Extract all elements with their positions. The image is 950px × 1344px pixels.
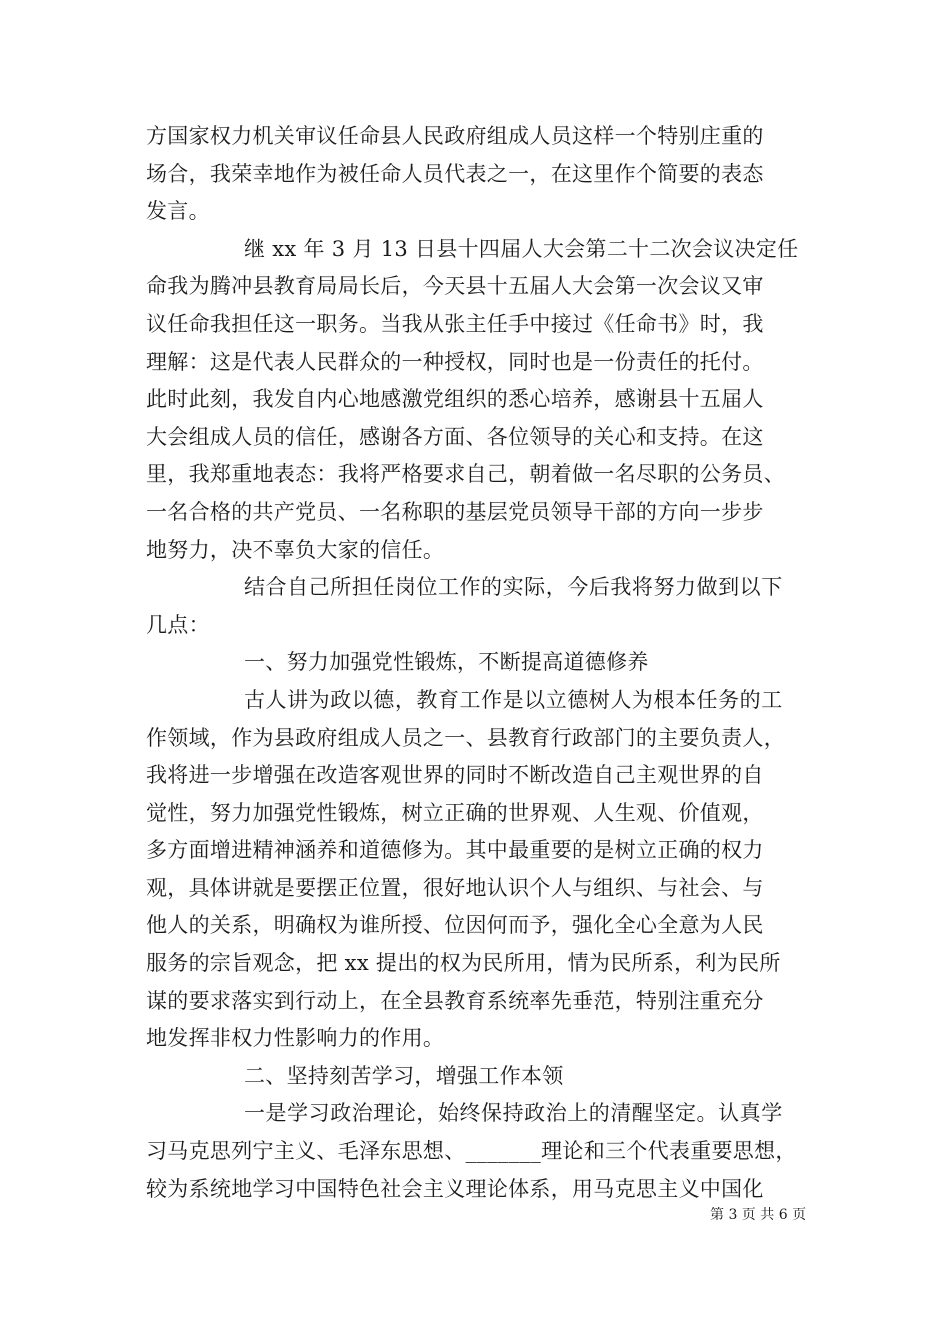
text-line: 此时此刻，我发自内心地感激党组织的悉心培养，感谢县十五届人: [146, 387, 764, 412]
text-line: 观，具体讲就是要摆正位置，很好地认识个人与组织、与社会、与: [146, 875, 764, 900]
section-heading-1: 一、努力加强党性锻炼，不断提高道德修养: [244, 650, 649, 675]
paragraph-first-line: 结合自己所担任岗位工作的实际，今后我将努力做到以下: [244, 575, 783, 600]
text-line: 觉性，努力加强党性锻炼，树立正确的世界观、人生观、价值观，: [146, 800, 764, 825]
text-line: 命我为腾冲县教育局局长后，今天县十五届人大会第一次会议又审: [146, 274, 764, 299]
paragraph-first-line: 一是学习政治理论，始终保持政治上的清醒坚定。认真学: [244, 1101, 783, 1126]
text-line: 发言。: [146, 199, 210, 224]
text-line: 大会组成人员的信任，感谢各方面、各位领导的关心和支持。在这: [146, 424, 764, 449]
text-line: 我将进一步增强在改造客观世界的同时不断改造自己主观世界的自: [146, 763, 764, 788]
text-line: 地努力，决不辜负大家的信任。: [146, 537, 445, 562]
document-body: [146, 118, 818, 1208]
text-line: 作领域，作为县政府组成人员之一、县教育行政部门的主要负责人，: [146, 725, 785, 750]
text-line: 方国家权力机关审议任命县人民政府组成人员这样一个特别庄重的: [146, 124, 764, 148]
text-line: 多方面增进精神涵养和道德修为。其中最重要的是树立正确的权力: [146, 838, 764, 863]
page-number-footer: 第 3 页 共 6 页: [710, 1207, 807, 1223]
text-line: 地发挥非权力性影响力的作用。: [146, 1026, 445, 1051]
paragraph-first-line: 古人讲为政以德，教育工作是以立德树人为根本任务的工: [244, 687, 783, 712]
text-line: 场合，我荣幸地作为被任命人员代表之一，在这里作个简要的表态: [146, 161, 764, 186]
text-line: 较为系统地学习中国特色社会主义理论体系，用马克思主义中国化: [146, 1176, 764, 1201]
text-line: 习马克思列宁主义、毛泽东思想、_______理论和三个代表重要思想，: [146, 1139, 797, 1164]
text-line: 议任命我担任这一职务。当我从张主任手中接过《任命书》时，我: [146, 311, 764, 336]
text-line: 服务的宗旨观念，把 xx 提出的权为民所用，情为民所系，利为民所: [146, 951, 781, 976]
text-line: 里，我郑重地表态：我将严格要求自己，朝着做一名尽职的公务员、: [146, 462, 785, 487]
text-line: 谋的要求落实到行动上，在全县教育系统率先垂范，特别注重充分: [146, 988, 764, 1013]
text-line: 理解：这是代表人民群众的一种授权，同时也是一份责任的托付。: [146, 349, 764, 374]
section-heading-2: 二、坚持刻苦学习，增强工作本领: [244, 1063, 564, 1088]
text-line: 他人的关系，明确权为谁所授、位因何而予，强化全心全意为人民: [146, 913, 764, 938]
text-line: 几点：: [146, 612, 210, 637]
paragraph-first-line: 继 xx 年 3 月 13 日县十四届人大会第二十二次会议决定任: [244, 236, 799, 261]
text-line: 一名合格的共产党员、一名称职的基层党员领导干部的方向一步步: [146, 499, 764, 524]
